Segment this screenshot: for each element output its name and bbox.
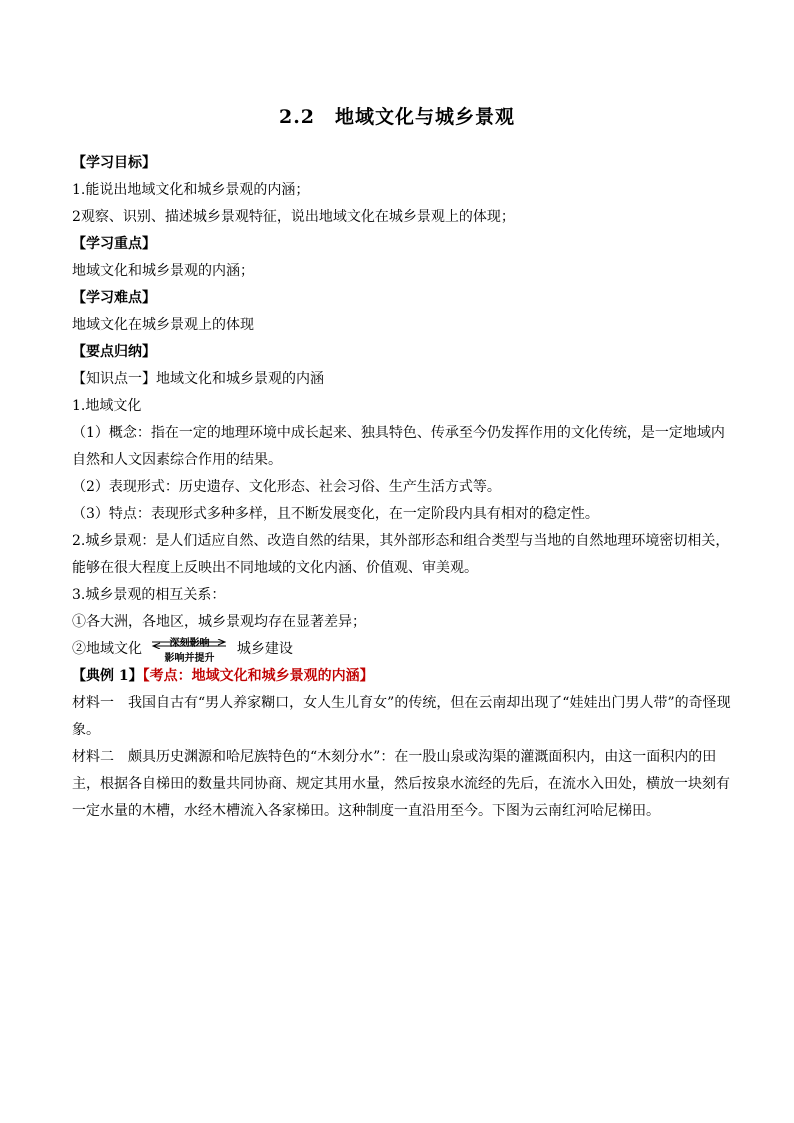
section-1-concept: （1）概念：指在一定的地理环境中成长起来、独具特色、传承至今仍发挥作用的文化传统，是一定地域内自然和人文因素综合作用的结果。: [72, 425, 725, 468]
material-1: 材料一 我国自古有“男人养家糊口，女人生儿育女”的传统，但在云南却出现了“娃娃出门男人带”的奇怪现象。: [72, 695, 731, 738]
section-1-forms: （2）表现形式：历史遗存、文化形态、社会习俗、生产生活方式等。: [72, 479, 501, 495]
example-label: 【典例 1】: [72, 668, 143, 684]
arrow-top-label: 深刻影响: [169, 638, 210, 649]
section-2-landscape: 2.城乡景观：是人们适应自然、改造自然的结果，其外部形态和组合类型与当地的自然地理环境密切相关，能够在很大程度上反映出不同地域的文化内涵、价值观、审美观。: [72, 533, 730, 576]
focus-text: 地域文化和城乡景观的内涵；: [72, 263, 254, 279]
section-1-features: （3）特点：表现形式多种多样，且不断发展变化，在一定阶段内具有相对的稳定性。: [72, 506, 599, 522]
example-topic: 【考点：地域文化和城乡景观的内涵】: [142, 668, 374, 684]
section-1-heading: 1.地域文化: [72, 398, 142, 414]
double-arrow: [150, 636, 228, 663]
goal-item-1: 1.能说出地域文化和城乡景观的内涵；: [72, 182, 310, 198]
difficulty-text: 地域文化在城乡景观上的体现: [72, 317, 254, 333]
summary-header: 【要点归纳】: [72, 344, 156, 360]
relation-left-label: ②地域文化: [72, 641, 142, 657]
relation-right-label: 城乡建设: [236, 641, 293, 657]
difficulty-header: 【学习难点】: [72, 290, 156, 306]
goal-item-2: 2观察、识别、描述城乡景观特征，说出地域文化在城乡景观上的体现；: [72, 209, 515, 225]
material-2: 材料二 颇具历史渊源和哈尼族特色的“木刻分水”：在一股山泉或沟渠的灌溉面积内，由这一面积内的田主，根据各自梯田的数量共同协商、规定其用水量，然后按泉水流经的先后，在流水入田处，横放一块刻有一定水量的木槽，水经木槽流入各家梯田。这种制度一直沿用至今。下图为云南红河哈尼梯田。: [72, 749, 730, 819]
arrow-bottom-label: 影响并提升: [164, 653, 215, 664]
section-3-heading: 3.城乡景观的相互关系：: [72, 587, 226, 603]
relation-diagram: [72, 636, 732, 663]
goal-header: 【学习目标】: [72, 155, 156, 171]
document-body: [72, 150, 732, 825]
focus-header: 【学习重点】: [72, 236, 156, 252]
page-title: 2.2 地域文化与城乡景观: [278, 106, 516, 128]
section-3-item-1: ①各大洲，各地区，城乡景观均存在显著差异；: [72, 614, 366, 630]
knowledge-point-1: 【知识点一】地域文化和城乡景观的内涵: [72, 371, 324, 387]
